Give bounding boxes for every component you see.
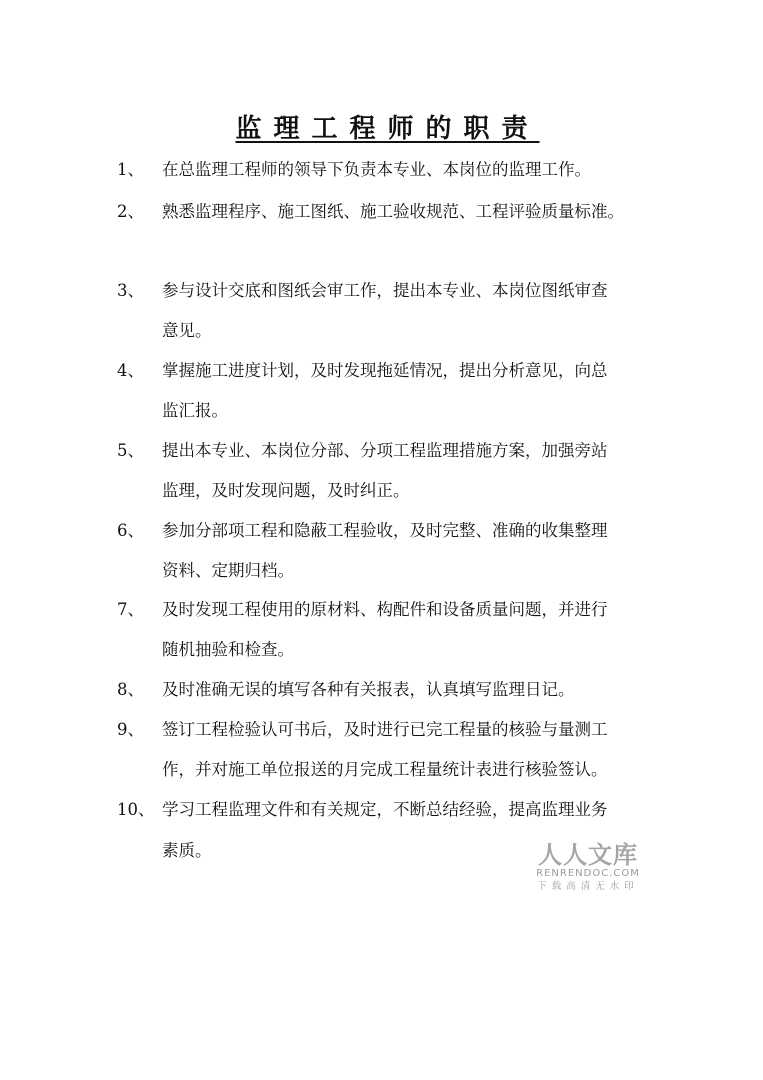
item-text: 监汇报。 [162,401,228,420]
item-text: 学习工程监理文件和有关规定，不断总结经验，提高监理业务 [162,800,608,819]
item-text: 监理，及时发现问题，及时纠正。 [162,481,410,500]
item-number: 9、 [117,720,144,739]
item-text: 意见。 [162,321,212,340]
watermark-url: RENRENDOC.COM [536,868,640,879]
item-text: 在总监理工程师的领导下负责本专业、本岗位的监理工作。 [162,160,591,179]
item-number: 5、 [117,441,144,460]
item-number: 10、 [117,800,155,819]
item-text: 作，并对施工单位报送的月完成工程量统计表进行核验签认。 [162,760,608,779]
item-number: 6、 [117,521,144,540]
item-text: 随机抽验和检查。 [162,640,294,659]
item-number: 8、 [117,680,144,699]
item-text: 资料、定期归档。 [162,561,294,580]
watermark-name: 人人文库 [538,841,638,869]
item-text: 参与设计交底和图纸会审工作，提出本专业、本岗位图纸审查 [162,281,608,300]
watermark-slogan: 下载高清无水印 [537,881,639,892]
item-text: 参加分部项工程和隐蔽工程验收，及时完整、准确的收集整理 [162,521,608,540]
watermark-logo [536,842,640,893]
item-text: 及时发现工程使用的原材料、构配件和设备质量问题，并进行 [162,600,608,619]
item-text: 素质。 [162,841,212,860]
item-number: 7、 [117,600,144,619]
item-number: 3、 [117,281,144,300]
item-text: 签订工程检验认可书后，及时进行已完工程量的核验与量测工 [162,720,608,739]
item-number: 2、 [117,202,144,221]
item-text: 提出本专业、本岗位分部、分项工程监理措施方案，加强旁站 [162,441,608,460]
title-text: 监理工程师的职责 [235,114,540,144]
item-text: 熟悉监理程序、施工图纸、施工验收规范、工程评验质量标准。 [162,202,624,221]
item-number: 4、 [117,361,144,380]
item-text: 掌握施工进度计划，及时发现拖延情况，提出分析意见，向总 [162,361,608,380]
item-number: 1、 [117,160,144,179]
item-text: 及时准确无误的填写各种有关报表，认真填写监理日记。 [162,680,575,699]
document-title [0,108,763,145]
